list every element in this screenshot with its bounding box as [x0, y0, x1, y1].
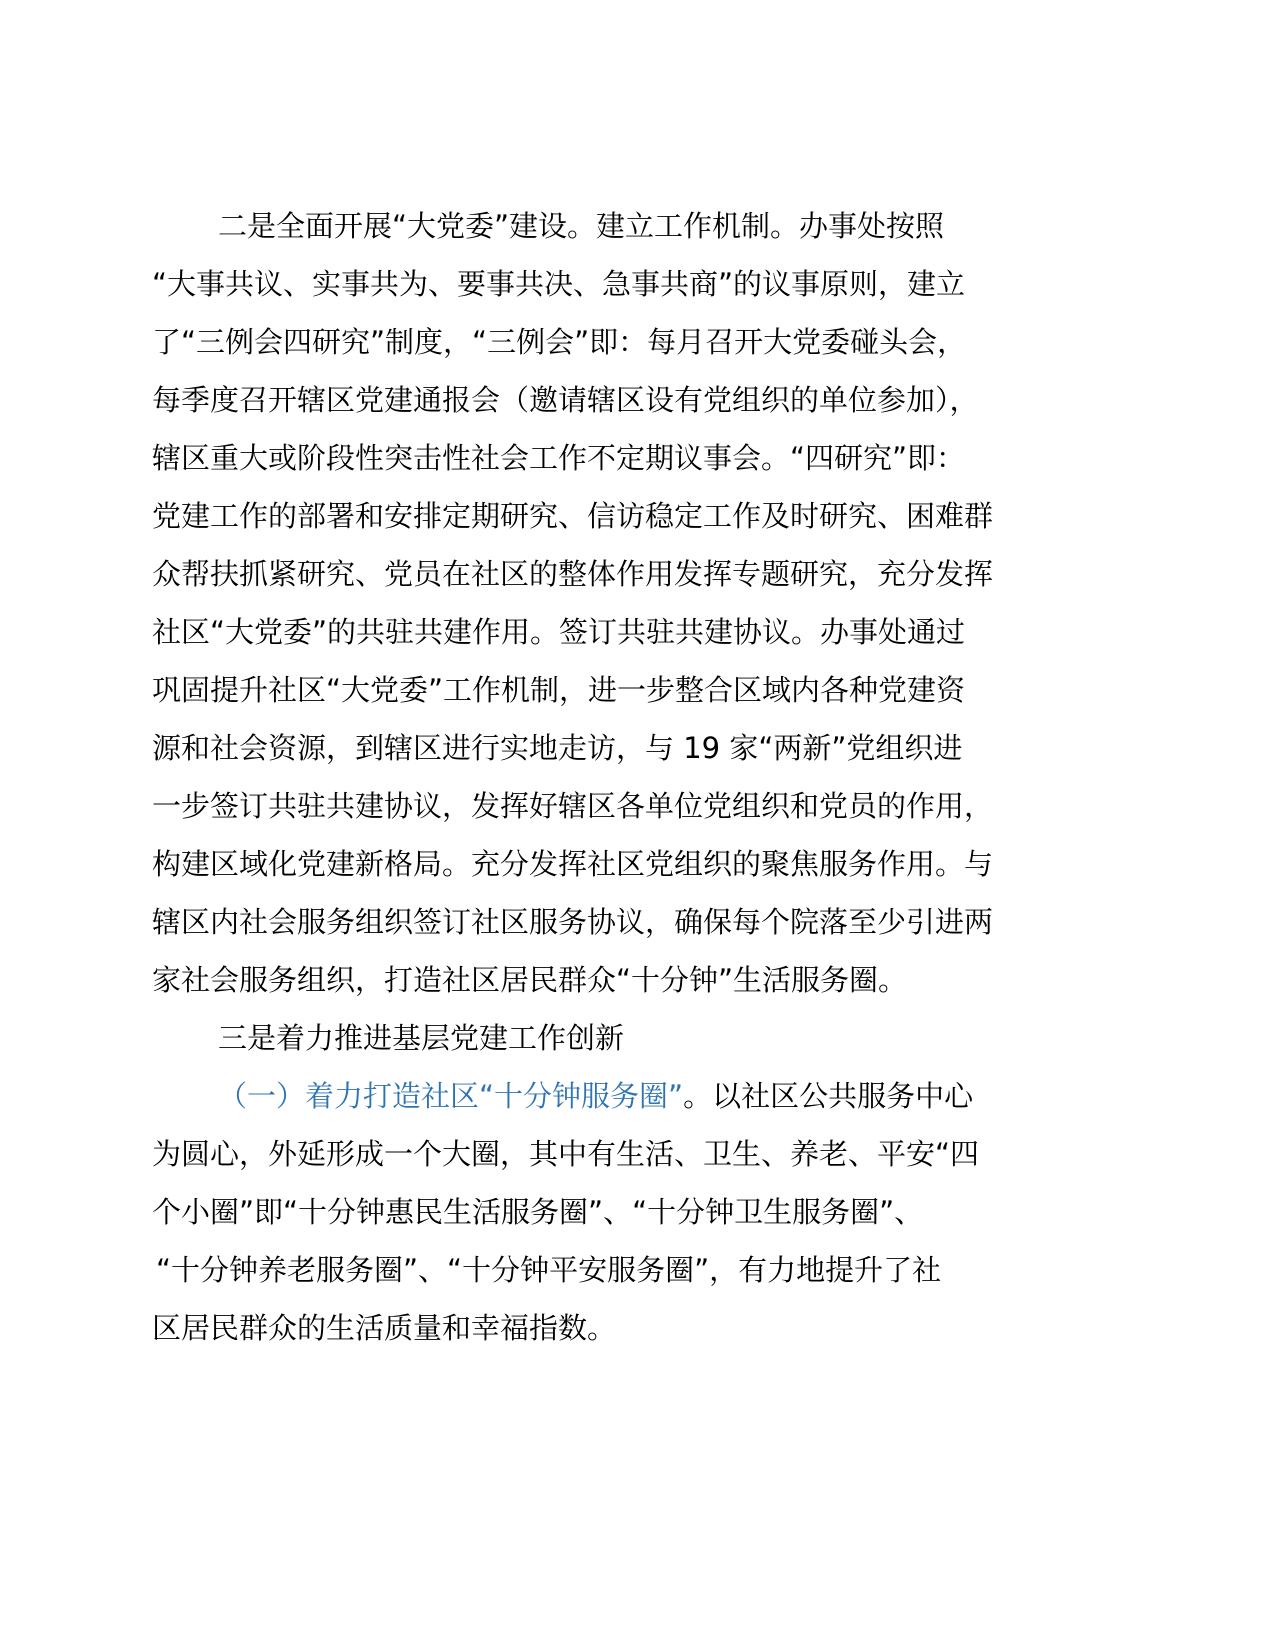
subsection-heading: （一）着力打造社区“十分钟服务圈” [218, 1079, 684, 1113]
paragraph-line: 社区“大党委”的共驻共建作用。签订共驻共建协议。办事处通过 [152, 615, 966, 649]
document-body [152, 197, 1122, 1357]
paragraph-line: 每季度召开辖区党建通报会（邀请辖区设有党组织的单位参加）， [152, 383, 979, 417]
paragraph-line: 巩固提升社区“大党委”工作机制，进一步整合区域内各种党建资 [152, 673, 966, 707]
section-heading: 三是着力推进基层党建工作创新 [218, 1021, 625, 1055]
paragraph-line: “十分钟养老服务圈”、“十分钟平安服务圈”，有力地提升了社 [156, 1253, 942, 1287]
paragraph-line: 区居民群众的生活质量和幸福指数。 [152, 1311, 617, 1345]
subsection-lead-text: 。以社区公共服务中心 [683, 1079, 974, 1113]
paragraph-line: 二是全面开展“大党委”建设。建立工作机制。办事处按照 [218, 209, 945, 243]
paragraph-line: 众帮扶抓紧研究、党员在社区的整体作用发挥专题研究，充分发挥 [152, 557, 994, 591]
paragraph-line: 党建工作的部署和安排定期研究、信访稳定工作及时研究、困难群 [152, 499, 994, 533]
subsection-lead-line [152, 1067, 1122, 1125]
paragraph-line: “大事共议、实事共为、要事共决、急事共商”的议事原则，建立 [152, 267, 966, 301]
paragraph-line: 辖区重大或阶段性突击性社会工作不定期议事会。“四研究”即： [152, 441, 966, 475]
paragraph-line: 个小圈”即“十分钟惠民生活服务圈”、“十分钟卫生服务圈”、 [152, 1195, 924, 1229]
paragraph-line: 辖区内社会服务组织签订社区服务协议，确保每个院落至少引进两 [152, 905, 994, 939]
paragraph-line: 了“三例会四研究”制度，“三例会”即：每月召开大党委碰头会， [152, 325, 967, 359]
paragraph-line: 源和社会资源，到辖区进行实地走访，与 19 家“两新”党组织进 [152, 731, 963, 765]
paragraph-line: 构建区域化党建新格局。充分发挥社区党组织的聚焦服务作用。与 [152, 847, 994, 881]
paragraph-line: 为圆心，外延形成一个大圈，其中有生活、卫生、养老、平安“四 [152, 1137, 980, 1171]
paragraph-line: 家社会服务组织，打造社区居民群众“十分钟”生活服务圈。 [152, 963, 908, 997]
paragraph-line: 一步签订共驻共建协议，发挥好辖区各单位党组织和党员的作用， [152, 789, 994, 823]
